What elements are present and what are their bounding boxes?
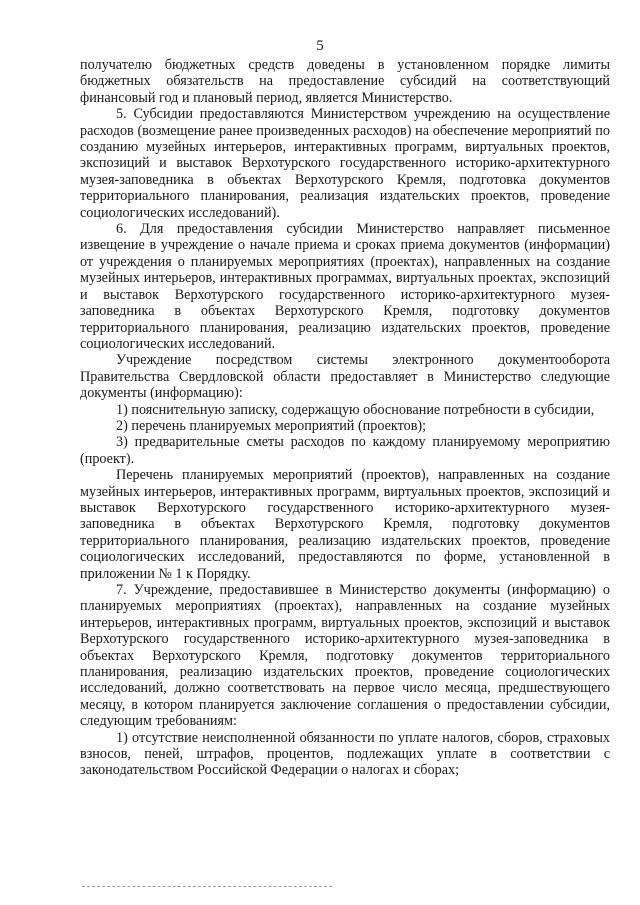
page-number: 5 xyxy=(316,38,324,54)
paragraph-6-item-2: 2) перечень планируемых мероприятий (проектов); xyxy=(116,417,427,434)
paragraph-5-subsidy-purpose: 5. Субсидии предоставляются Министерством учреждению на осуществление расходов (возмещение ранее произведенных расходов) на обеспечение мероприятий по созданию музейных интерьеров, интерактивных программ, виртуальных проектов, экспозиций и выставок Верхотурского государственного историко-архитектурного музея-заповедника в объектах Верхотурского Кремля, подготовка документов территориального планирования, реализация издательских проектов, проведение социологических исследований). xyxy=(80,106,610,221)
paragraph-6-list-form: Перечень планируемых мероприятий (проектов), направленных на создание музейных интерьеров, интерактивных программ, виртуальных проектов, экспозиций и выставок Верхотурского государственного историко-архитектурного музея-заповедника в объектах Верхотурского Кремля, подготовку документов территориального планирования, реализацию издательских проектов, проведение социологических исследований, предоставляются по форме, установленной в приложении № 1 к Порядку. xyxy=(80,467,610,582)
paragraph-6-documents-intro: Учреждение посредством системы электронного документооборота Правительства Свердловской области предоставляет в Министерство следующие документы (информацию): xyxy=(80,352,610,402)
paragraph-6-notice: 6. Для предоставления субсидии Министерство направляет письменное извещение в учреждение о начале приема и сроках приема документов (информации) от учреждения о планируемых мероприятиях (проектах), направленных на создание музейных интерьеров, интерактивных программах, виртуальных проектах, экспозиций и выставок Верхотурского государственного историко-архитектурного музея-заповедника в объектах Верхотурского Кремля, подготовку документов территориального планирования, реализацию издательских проектов, проведение социологических исследований. xyxy=(80,221,610,352)
document-body xyxy=(80,57,610,779)
paragraph-6-item-1: 1) пояснительную записку, содержащую обоснование потребности в субсидии, xyxy=(116,401,595,418)
paragraph-7-requirements: 7. Учреждение, предоставившее в Министерство документы (информацию) о планируемых мероприятиях (проектах), направленных на создание музейных интерьеров, интерактивных программ, виртуальных проектов, экспозиций и выставок Верхотурского государственного историко-архитектурного музея-заповедника в объектах Верхотурского Кремля, подготовку документов территориального планирования, реализацию издательских проектов, проведение социологических исследований, должно соответствовать на первое число месяца, предшествующего месяцу, в котором планируется заключение соглашения о предоставлении субсидии, следующим требованиям: xyxy=(80,582,610,730)
paragraph-7-item-1: 1) отсутствие неисполненной обязанности по уплате налогов, сборов, страховых взносов, пеней, штрафов, процентов, подлежащих уплате в соответствии с законодательством Российской Федерации о налогах и сборах; xyxy=(80,729,610,779)
paragraph-continuation: получателю бюджетных средств доведены в установленном порядке лимиты бюджетных обязательств на предоставление субсидий на соответствующий финансовый год и плановый период, является Министерство. xyxy=(80,57,610,106)
footer-divider xyxy=(82,886,332,887)
paragraph-6-item-3: 3) предварительные сметы расходов по каждому планируемому мероприятию (проект). xyxy=(80,434,610,467)
